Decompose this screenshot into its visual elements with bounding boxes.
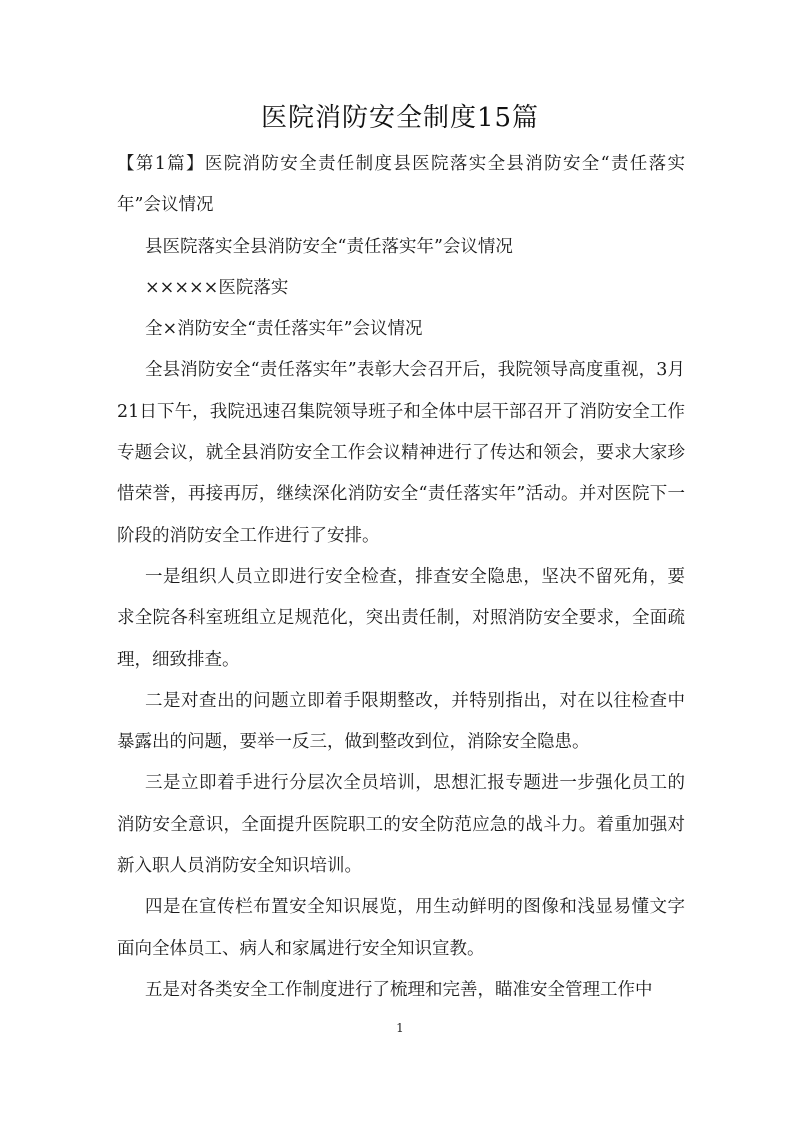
paragraph-point-5: 五是对各类安全工作制度进行了梳理和完善，瞄准安全管理工作中 xyxy=(145,979,653,1000)
paragraph-hospital: ×××××医院落实 xyxy=(145,277,289,298)
paragraph-meeting: 全×消防安全“责任落实年”会议情况 xyxy=(145,319,423,340)
paragraph-point-1: 一是组织人员立即进行安全检查，排查安全隐患，坚决不留死角，要求全院各科室班组立足规范化，突出责任制，对照消防安全要求，全面疏理，细致排查。 xyxy=(117,566,685,670)
paragraph-intro: 全县消防安全“责任落实年”表彰大会召开后，我院领导高度重视，3月 21日下午，我院迅速召集院领导班子和全体中层干部召开了消防安全工作专题会议，就全县消防安全工作会议精神进行了传达和领会，要求大家珍惜荣誉，再接再厉，继续深化消防安全“责任落实年”活动。并对医院下一阶段的消防安全工作进行了安排。 xyxy=(117,360,685,546)
paragraph-heading: 【第1篇】医院消防安全责任制度县医院落实全县消防安全“责任落实年”会议情况 xyxy=(117,154,685,216)
paragraph-point-2: 二是对查出的问题立即着手限期整改，并特别指出，对在以往检查中暴露出的问题，要举一反三，做到整改到位，消除安全隐患。 xyxy=(117,690,685,753)
document-body xyxy=(117,144,685,1011)
paragraph-point-3: 三是立即着手进行分层次全员培训，思想汇报专题进一步强化员工的消防安全意识，全面提升医院职工的安全防范应急的战斗力。着重加强对新入职人员消防安全知识培训。 xyxy=(117,773,685,877)
paragraph-point-4: 四是在宣传栏布置安全知识展览，用生动鲜明的图像和浅显易懂文字面向全体员工、病人和家属进行安全知识宣教。 xyxy=(117,897,685,959)
paragraph-subtitle: 县医院落实全县消防安全“责任落实年”会议情况 xyxy=(145,236,513,257)
page-number: 1 xyxy=(396,1021,404,1035)
document-title: 医院消防安全制度15篇 xyxy=(260,103,540,133)
